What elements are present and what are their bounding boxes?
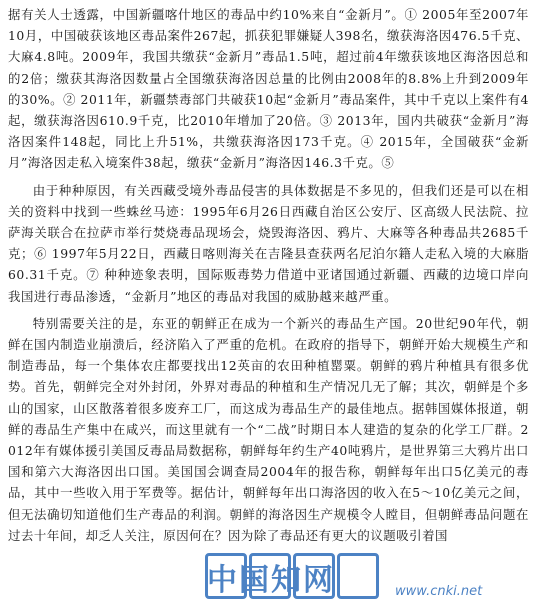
publisher-watermark-logo [205,553,535,597]
paragraph-north-korea-drug-production: 特别需要关注的是，东亚的朝鲜正在成为一个新兴的毒品生产国。20世纪90年代，朝鲜在国内制造业崩溃后，经济陷入了严重的危机。在政府的指导下，朝鲜开始大规模生产和制造毒品，每一个集体农庄都要找出12英亩的农田种植罂粟。朝鲜的鸦片种植具有很多优势。首先，朝鲜完全对外封闭，外界对毒品的种植和生产情况几无了解；其次，朝鲜是个多山的国家，山区散落着很多废弃工厂，而这成为毒品生产的最佳地点。据韩国媒体报道，朝鲜的毒品生产集中在咸兴，而这里就有一个“二战”时期日本人建造的复杂的化学工厂群。2012年有媒体援引美国反毒品局数据称，朝鲜每年约生产40吨鸦片，是世界第三大鸦片出口国和第六大海洛因出口国。美国国会调查局2004年的报告称，朝鲜每年出口5亿美元的毒品，其中一些收入用于军费等。据估计，朝鲜每年出口海洛因的收入在5～10亿美元之间，但无法确切知道他们生产毒品的利润。朝鲜的海洛因生产规模令人瞠目，但朝鲜毒品问题在过去十年间，却乏人关注，原因何在？因为除了毒品还有更大的议题吸引着国 [8,315,529,543]
paragraph-xinjiang-drug-statistics: 据有关人士透露，中国新疆喀什地区的毒品中约10%来自“金新月”。① 2005年至2007年10月，中国破获该地区毒品案件267起，抓获犯罪嫌疑人398名，缴获海洛因476.5千克、大麻4.8吨。2009年，我国共缴获“金新月”毒品1.5吨，超过前4年缴获该地区海洛因总和的2倍；缴获其海洛因数量占全国缴获海洛因总量的比例由2008年的8.8%上升到2009年的30%。② 2011年，新疆禁毒部门共破获10起“金新月”毒品案件，其中千克以上案件有4起，缴获海洛因610.9千克，比2010年增加了20倍。③ 2013年，国内共破获“金新月”海洛因案件148起，同比上升51%，共缴获海洛因173千克。④ 2015年，全国破获“金新月”海洛因走私入境案件38起，缴获“金新月”海洛因146.3千克。⑤ [8,7,529,171]
watermark-url: www.cnki.net [395,584,483,599]
paragraph-tibet-drug-evidence: 由于种种原因，有关西藏受境外毒品侵害的具体数据是不多见的，但我们还是可以在相关的资料中找到一些蛛丝马迹：1995年6月26日西藏自治区公安厅、区高级人民法院、拉萨海关联合在拉萨市举行焚烧毒品现场会，烧毁海洛因、鸦片、大麻等各种毒品共2685千克；⑥ 1997年5月22日，西藏日喀则海关在吉隆县查获两名尼泊尔籍人走私入境的大麻脂60.31千克。⑦ 种种迹象表明，国际贩毒势力借道中亚诸国通过新疆、西藏的边境口岸向我国进行毒品渗透，“金新月”地区的毒品对我国的威胁越来越严重。 [8,182,529,304]
document-body [8,4,529,546]
watermark-text: 中国知网 [207,563,335,598]
